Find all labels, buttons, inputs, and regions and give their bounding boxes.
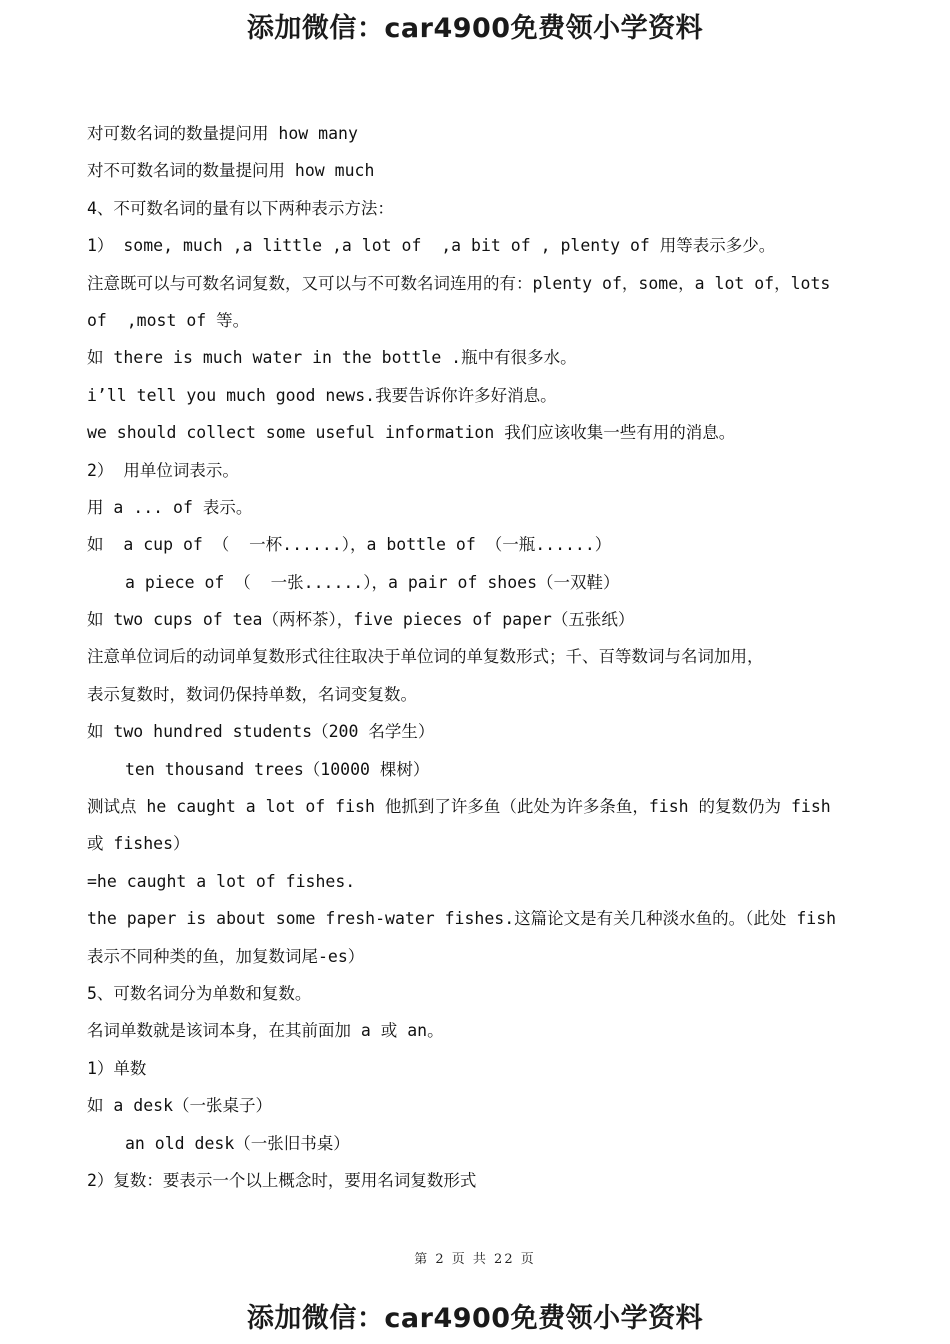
text-line: 注意既可以与可数名词复数，又可以与不可数名词连用的有：plenty of，some，a lot of，lots (87, 273, 831, 293)
text-line: an old desk（一张旧书桌） (125, 1133, 350, 1153)
watermark-top: 添加微信：car4900免费领小学资料 (246, 13, 704, 44)
text-line: 如 two hundred students（200 名学生） (87, 722, 435, 742)
text-line: 注意单位词后的动词单复数形式往往取决于单位词的单复数形式；千、百等数词与名词加用， (87, 647, 764, 667)
text-line: the paper is about some fresh-water fishes.这篇论文是有关几种淡水鱼的。（此处 fish (87, 909, 837, 929)
text-line: 2） 用单位词表示。 (87, 460, 239, 480)
text-line: 表示复数时，数词仍保持单数，名词变复数。 (87, 684, 417, 704)
text-line: 1） some, much ,a little ,a lot of ,a bit of , plenty of 用等表示多少。 (87, 236, 776, 256)
text-line: 名词单数就是该词本身，在其前面加 a 或 an。 (87, 1021, 444, 1041)
text-line: 5、可数名词分为单数和复数。 (87, 983, 312, 1003)
text-line: we should collect some useful information 我们应该收集一些有用的消息。 (87, 423, 736, 443)
text-line: 如 a desk（一张桌子） (87, 1096, 273, 1116)
text-line: 如 two cups of tea（两杯茶），five pieces of paper（五张纸） (87, 610, 635, 630)
text-line: 对可数名词的数量提问用 how many (87, 124, 358, 143)
text-line: =he caught a lot of fishes. (87, 871, 356, 891)
text-line: 1）单数 (87, 1058, 147, 1078)
text-line: of ,most of 等。 (87, 310, 250, 330)
page-footer: 第 2 页 共 22 页 (414, 1252, 536, 1267)
text-line: 4、不可数名词的量有以下两种表示方法： (87, 198, 394, 218)
text-line: 对不可数名词的数量提问用 how much (87, 161, 375, 181)
text-line: ten thousand trees（10000 棵树） (125, 759, 430, 779)
text-line: 测试点 he caught a lot of fish 他抓到了许多鱼（此处为许多条鱼，fish 的复数仍为 fish (87, 797, 831, 817)
text-line: 用 a ... of 表示。 (87, 497, 253, 517)
text-line: 如 there is much water in the bottle .瓶中有很多水。 (87, 348, 577, 368)
text-line: a piece of （ 一张......），a pair of shoes（一双鞋） (125, 572, 620, 592)
document-body (87, 115, 872, 1199)
watermark-bottom: 添加微信：car4900免费领小学资料 (246, 1303, 704, 1334)
text-line: 表示不同种类的鱼，加复数词尾-es） (87, 946, 365, 966)
text-line: 如 a cup of （ 一杯......），a bottle of （一瓶......） (87, 535, 612, 555)
watermark-ghost-top (0, 40, 950, 54)
text-line: 或 fishes） (87, 834, 190, 854)
text-line: i’ll tell you much good news.我要告诉你许多好消息。 (87, 385, 557, 405)
text-line: 2）复数：要表示一个以上概念时，要用名词复数形式 (87, 1170, 477, 1190)
